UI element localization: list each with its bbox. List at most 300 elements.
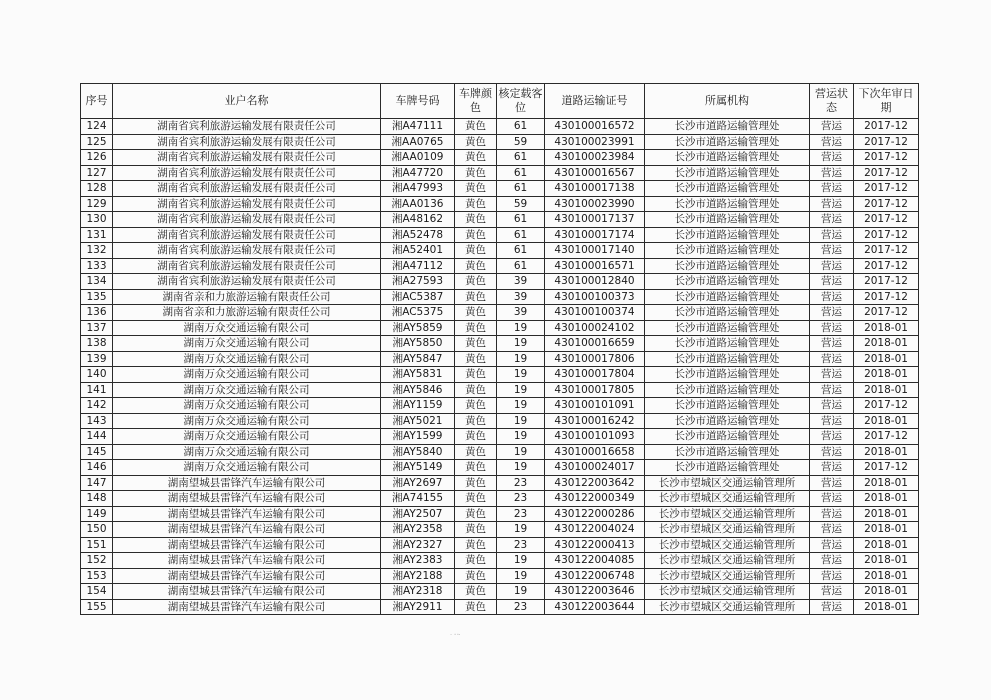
cell-color: 黄色: [455, 367, 497, 383]
cell-name: 湖南望城县雷锋汽车运输有限公司: [113, 491, 381, 507]
table-row: [81, 522, 919, 538]
cell-status: 营运: [810, 506, 854, 522]
cell-color: 黄色: [455, 522, 497, 538]
cell-plate: 湘AA0109: [381, 150, 455, 166]
table-row: [81, 382, 919, 398]
cell-name: 湖南望城县雷锋汽车运输有限公司: [113, 506, 381, 522]
cell-name: 湖南省宾利旅游运输发展有限责任公司: [113, 196, 381, 212]
table-row: [81, 460, 919, 476]
cell-color: 黄色: [455, 274, 497, 290]
cell-next-date: 2018-01: [854, 584, 919, 600]
table-row: [81, 165, 919, 181]
cell-plate: 湘AY5847: [381, 351, 455, 367]
cell-status: 营运: [810, 196, 854, 212]
cell-color: 黄色: [455, 382, 497, 398]
cell-seats: 19: [497, 584, 545, 600]
cell-next-date: 2017-12: [854, 212, 919, 228]
cell-seats: 59: [497, 134, 545, 150]
cell-org: 长沙市望城区交通运输管理所: [645, 553, 810, 569]
scan-mark: ᐧ᠂᠂ᐧ: [450, 631, 462, 639]
cell-seats: 19: [497, 460, 545, 476]
cell-seq: 140: [81, 367, 113, 383]
cell-status: 营运: [810, 537, 854, 553]
cell-status: 营运: [810, 212, 854, 228]
cell-org: 长沙市道路运输管理处: [645, 165, 810, 181]
cell-plate: 湘AY2327: [381, 537, 455, 553]
cell-status: 营运: [810, 429, 854, 445]
cell-status: 营运: [810, 460, 854, 476]
cell-name: 湖南望城县雷锋汽车运输有限公司: [113, 553, 381, 569]
table-row: [81, 429, 919, 445]
cell-name: 湖南万众交通运输有限公司: [113, 398, 381, 414]
cell-next-date: 2018-01: [854, 351, 919, 367]
cell-seq: 147: [81, 475, 113, 491]
cell-cert: 430122003644: [545, 599, 645, 615]
cell-plate: 湘A47111: [381, 119, 455, 135]
cell-seq: 148: [81, 491, 113, 507]
cell-cert: 430122004024: [545, 522, 645, 538]
table-row: [81, 367, 919, 383]
cell-seq: 126: [81, 150, 113, 166]
cell-org: 长沙市道路运输管理处: [645, 382, 810, 398]
cell-name: 湖南省亲和力旅游运输有限责任公司: [113, 305, 381, 321]
cell-status: 营运: [810, 165, 854, 181]
header-name: 业户名称: [113, 84, 381, 119]
cell-org: 长沙市道路运输管理处: [645, 212, 810, 228]
cell-cert: 430100016572: [545, 119, 645, 135]
cell-org: 长沙市望城区交通运输管理所: [645, 568, 810, 584]
cell-color: 黄色: [455, 150, 497, 166]
cell-seq: 154: [81, 584, 113, 600]
cell-seats: 19: [497, 398, 545, 414]
cell-cert: 430100017138: [545, 181, 645, 197]
cell-color: 黄色: [455, 181, 497, 197]
cell-name: 湖南万众交通运输有限公司: [113, 351, 381, 367]
cell-cert: 430100017806: [545, 351, 645, 367]
cell-plate: 湘AY5840: [381, 444, 455, 460]
cell-cert: 430100100374: [545, 305, 645, 321]
table-row: [81, 150, 919, 166]
cell-plate: 湘AY5021: [381, 413, 455, 429]
cell-cert: 430100023984: [545, 150, 645, 166]
cell-name: 湖南万众交通运输有限公司: [113, 336, 381, 352]
cell-cert: 430122006748: [545, 568, 645, 584]
cell-status: 营运: [810, 444, 854, 460]
cell-seq: 149: [81, 506, 113, 522]
cell-next-date: 2017-12: [854, 398, 919, 414]
table-row: [81, 320, 919, 336]
cell-status: 营运: [810, 119, 854, 135]
cell-plate: 湘AC5387: [381, 289, 455, 305]
cell-org: 长沙市道路运输管理处: [645, 227, 810, 243]
cell-seats: 39: [497, 305, 545, 321]
cell-status: 营运: [810, 289, 854, 305]
cell-plate: 湘AY5831: [381, 367, 455, 383]
vehicle-register-sheet: [80, 83, 918, 615]
cell-org: 长沙市道路运输管理处: [645, 444, 810, 460]
cell-name: 湖南省宾利旅游运输发展有限责任公司: [113, 119, 381, 135]
table-row: [81, 351, 919, 367]
cell-status: 营运: [810, 599, 854, 615]
cell-next-date: 2018-01: [854, 367, 919, 383]
cell-next-date: 2018-01: [854, 522, 919, 538]
cell-seats: 61: [497, 258, 545, 274]
cell-plate: 湘A48162: [381, 212, 455, 228]
cell-color: 黄色: [455, 119, 497, 135]
cell-plate: 湘AC5375: [381, 305, 455, 321]
cell-seq: 128: [81, 181, 113, 197]
table-row: [81, 134, 919, 150]
header-status: 营运状态: [810, 84, 854, 119]
cell-plate: 湘A52478: [381, 227, 455, 243]
cell-seq: 127: [81, 165, 113, 181]
header-org: 所属机构: [645, 84, 810, 119]
header-plate: 车牌号码: [381, 84, 455, 119]
cell-status: 营运: [810, 584, 854, 600]
cell-org: 长沙市道路运输管理处: [645, 274, 810, 290]
cell-seats: 19: [497, 382, 545, 398]
cell-status: 营运: [810, 382, 854, 398]
cell-org: 长沙市道路运输管理处: [645, 413, 810, 429]
cell-status: 营运: [810, 305, 854, 321]
cell-color: 黄色: [455, 475, 497, 491]
cell-seats: 23: [497, 491, 545, 507]
cell-plate: 湘AY1159: [381, 398, 455, 414]
cell-cert: 430100101091: [545, 398, 645, 414]
cell-status: 营运: [810, 367, 854, 383]
cell-next-date: 2018-01: [854, 568, 919, 584]
cell-next-date: 2018-01: [854, 382, 919, 398]
cell-cert: 430100016658: [545, 444, 645, 460]
cell-seq: 142: [81, 398, 113, 414]
table-row: [81, 289, 919, 305]
cell-org: 长沙市望城区交通运输管理所: [645, 522, 810, 538]
cell-next-date: 2018-01: [854, 444, 919, 460]
table-row: [81, 196, 919, 212]
cell-plate: 湘AY2383: [381, 553, 455, 569]
table-row: [81, 444, 919, 460]
cell-org: 长沙市道路运输管理处: [645, 351, 810, 367]
cell-seats: 23: [497, 506, 545, 522]
cell-color: 黄色: [455, 491, 497, 507]
cell-org: 长沙市道路运输管理处: [645, 367, 810, 383]
cell-seq: 134: [81, 274, 113, 290]
table-row: [81, 336, 919, 352]
cell-color: 黄色: [455, 537, 497, 553]
cell-next-date: 2018-01: [854, 320, 919, 336]
cell-seq: 132: [81, 243, 113, 259]
cell-plate: 湘A47993: [381, 181, 455, 197]
cell-color: 黄色: [455, 258, 497, 274]
cell-org: 长沙市道路运输管理处: [645, 398, 810, 414]
table-row: [81, 243, 919, 259]
vehicle-register-table: [80, 83, 919, 615]
cell-org: 长沙市道路运输管理处: [645, 336, 810, 352]
header-seq: 序号: [81, 84, 113, 119]
cell-seq: 155: [81, 599, 113, 615]
cell-seq: 124: [81, 119, 113, 135]
cell-name: 湖南望城县雷锋汽车运输有限公司: [113, 599, 381, 615]
cell-seats: 19: [497, 413, 545, 429]
cell-color: 黄色: [455, 429, 497, 445]
cell-status: 营运: [810, 522, 854, 538]
table-row: [81, 119, 919, 135]
cell-status: 营运: [810, 568, 854, 584]
cell-plate: 湘AY5850: [381, 336, 455, 352]
header-color: 车牌颜色: [455, 84, 497, 119]
cell-cert: 430100017174: [545, 227, 645, 243]
cell-plate: 湘AY2318: [381, 584, 455, 600]
cell-org: 长沙市望城区交通运输管理所: [645, 506, 810, 522]
cell-next-date: 2018-01: [854, 336, 919, 352]
cell-name: 湖南省宾利旅游运输发展有限责任公司: [113, 181, 381, 197]
table-row: [81, 584, 919, 600]
table-row: [81, 491, 919, 507]
cell-plate: 湘AA0765: [381, 134, 455, 150]
cell-plate: 湘AY2911: [381, 599, 455, 615]
cell-status: 营运: [810, 274, 854, 290]
table-row: [81, 599, 919, 615]
cell-seq: 136: [81, 305, 113, 321]
cell-seats: 61: [497, 119, 545, 135]
cell-color: 黄色: [455, 320, 497, 336]
cell-plate: 湘AA0136: [381, 196, 455, 212]
cell-color: 黄色: [455, 553, 497, 569]
cell-name: 湖南万众交通运输有限公司: [113, 460, 381, 476]
cell-color: 黄色: [455, 165, 497, 181]
cell-seats: 61: [497, 150, 545, 166]
header-cert: 道路运输证号: [545, 84, 645, 119]
cell-plate: 湘A52401: [381, 243, 455, 259]
cell-seats: 19: [497, 320, 545, 336]
table-row: [81, 553, 919, 569]
cell-status: 营运: [810, 491, 854, 507]
cell-color: 黄色: [455, 212, 497, 228]
cell-color: 黄色: [455, 506, 497, 522]
cell-cert: 430100017804: [545, 367, 645, 383]
cell-cert: 430100017140: [545, 243, 645, 259]
cell-seq: 139: [81, 351, 113, 367]
cell-status: 营运: [810, 413, 854, 429]
table-row: [81, 475, 919, 491]
cell-name: 湖南省宾利旅游运输发展有限责任公司: [113, 134, 381, 150]
cell-color: 黄色: [455, 134, 497, 150]
cell-status: 营运: [810, 336, 854, 352]
cell-name: 湖南省亲和力旅游运输有限责任公司: [113, 289, 381, 305]
cell-plate: 湘AY5149: [381, 460, 455, 476]
cell-seq: 150: [81, 522, 113, 538]
cell-cert: 430122003646: [545, 584, 645, 600]
cell-org: 长沙市望城区交通运输管理所: [645, 475, 810, 491]
cell-next-date: 2018-01: [854, 506, 919, 522]
cell-color: 黄色: [455, 584, 497, 600]
cell-plate: 湘AY2697: [381, 475, 455, 491]
cell-name: 湖南万众交通运输有限公司: [113, 367, 381, 383]
cell-seq: 129: [81, 196, 113, 212]
cell-seats: 61: [497, 165, 545, 181]
cell-status: 营运: [810, 258, 854, 274]
cell-name: 湖南望城县雷锋汽车运输有限公司: [113, 475, 381, 491]
table-row: [81, 537, 919, 553]
cell-org: 长沙市道路运输管理处: [645, 134, 810, 150]
cell-name: 湖南省宾利旅游运输发展有限责任公司: [113, 150, 381, 166]
cell-next-date: 2017-12: [854, 460, 919, 476]
cell-seats: 61: [497, 212, 545, 228]
cell-next-date: 2017-12: [854, 274, 919, 290]
cell-next-date: 2018-01: [854, 599, 919, 615]
cell-color: 黄色: [455, 227, 497, 243]
cell-status: 营运: [810, 181, 854, 197]
cell-plate: 湘AY2358: [381, 522, 455, 538]
cell-cert: 430100017805: [545, 382, 645, 398]
cell-next-date: 2017-12: [854, 289, 919, 305]
cell-status: 营运: [810, 134, 854, 150]
cell-cert: 430100016571: [545, 258, 645, 274]
cell-cert: 430122000286: [545, 506, 645, 522]
cell-next-date: 2017-12: [854, 305, 919, 321]
cell-color: 黄色: [455, 599, 497, 615]
cell-cert: 430100012840: [545, 274, 645, 290]
cell-seats: 19: [497, 444, 545, 460]
cell-org: 长沙市望城区交通运输管理所: [645, 537, 810, 553]
cell-seats: 19: [497, 568, 545, 584]
cell-status: 营运: [810, 243, 854, 259]
cell-cert: 430100100373: [545, 289, 645, 305]
cell-seq: 144: [81, 429, 113, 445]
cell-color: 黄色: [455, 413, 497, 429]
cell-seats: 61: [497, 227, 545, 243]
table-row: [81, 258, 919, 274]
cell-seats: 19: [497, 367, 545, 383]
cell-plate: 湘A74155: [381, 491, 455, 507]
cell-seq: 145: [81, 444, 113, 460]
cell-name: 湖南万众交通运输有限公司: [113, 413, 381, 429]
table-body: [81, 119, 919, 615]
cell-status: 营运: [810, 351, 854, 367]
cell-plate: 湘AY2188: [381, 568, 455, 584]
cell-name: 湖南省宾利旅游运输发展有限责任公司: [113, 274, 381, 290]
cell-plate: 湘A27593: [381, 274, 455, 290]
cell-org: 长沙市道路运输管理处: [645, 181, 810, 197]
cell-seq: 125: [81, 134, 113, 150]
header-seats: 核定载客位: [497, 84, 545, 119]
table-row: [81, 568, 919, 584]
cell-cert: 430100024102: [545, 320, 645, 336]
cell-name: 湖南省宾利旅游运输发展有限责任公司: [113, 243, 381, 259]
cell-seats: 23: [497, 537, 545, 553]
cell-org: 长沙市道路运输管理处: [645, 119, 810, 135]
cell-cert: 430100016567: [545, 165, 645, 181]
cell-cert: 430100023991: [545, 134, 645, 150]
cell-cert: 430100023990: [545, 196, 645, 212]
cell-color: 黄色: [455, 460, 497, 476]
cell-cert: 430122004085: [545, 553, 645, 569]
cell-status: 营运: [810, 475, 854, 491]
cell-seq: 152: [81, 553, 113, 569]
cell-status: 营运: [810, 398, 854, 414]
cell-cert: 430100016659: [545, 336, 645, 352]
cell-seats: 39: [497, 274, 545, 290]
table-row: [81, 506, 919, 522]
cell-org: 长沙市望城区交通运输管理所: [645, 584, 810, 600]
table-row: [81, 413, 919, 429]
cell-status: 营运: [810, 227, 854, 243]
cell-seq: 131: [81, 227, 113, 243]
cell-seats: 23: [497, 475, 545, 491]
cell-org: 长沙市道路运输管理处: [645, 305, 810, 321]
table-row: [81, 305, 919, 321]
cell-next-date: 2018-01: [854, 537, 919, 553]
cell-next-date: 2017-12: [854, 119, 919, 135]
cell-cert: 430122000413: [545, 537, 645, 553]
cell-color: 黄色: [455, 243, 497, 259]
cell-seats: 19: [497, 429, 545, 445]
cell-name: 湖南望城县雷锋汽车运输有限公司: [113, 584, 381, 600]
cell-next-date: 2018-01: [854, 413, 919, 429]
cell-plate: 湘A47112: [381, 258, 455, 274]
table-row: [81, 181, 919, 197]
cell-seats: 61: [497, 181, 545, 197]
cell-plate: 湘A47720: [381, 165, 455, 181]
cell-plate: 湘AY5846: [381, 382, 455, 398]
cell-next-date: 2017-12: [854, 196, 919, 212]
cell-next-date: 2017-12: [854, 429, 919, 445]
cell-seats: 39: [497, 289, 545, 305]
cell-next-date: 2018-01: [854, 491, 919, 507]
cell-seq: 141: [81, 382, 113, 398]
header-next-date: 下次年审日期: [854, 84, 919, 119]
cell-status: 营运: [810, 320, 854, 336]
cell-seq: 133: [81, 258, 113, 274]
cell-next-date: 2018-01: [854, 553, 919, 569]
table-row: [81, 274, 919, 290]
cell-name: 湖南望城县雷锋汽车运输有限公司: [113, 568, 381, 584]
cell-cert: 430100017137: [545, 212, 645, 228]
cell-cert: 430122003642: [545, 475, 645, 491]
cell-org: 长沙市望城区交通运输管理所: [645, 491, 810, 507]
cell-name: 湖南省宾利旅游运输发展有限责任公司: [113, 165, 381, 181]
cell-org: 长沙市道路运输管理处: [645, 196, 810, 212]
cell-name: 湖南万众交通运输有限公司: [113, 320, 381, 336]
cell-plate: 湘AY2507: [381, 506, 455, 522]
cell-org: 长沙市道路运输管理处: [645, 243, 810, 259]
cell-seats: 19: [497, 351, 545, 367]
cell-seats: 19: [497, 553, 545, 569]
cell-org: 长沙市道路运输管理处: [645, 150, 810, 166]
cell-seats: 19: [497, 522, 545, 538]
cell-name: 湖南望城县雷锋汽车运输有限公司: [113, 522, 381, 538]
cell-next-date: 2017-12: [854, 165, 919, 181]
cell-seq: 138: [81, 336, 113, 352]
table-row: [81, 398, 919, 414]
cell-color: 黄色: [455, 398, 497, 414]
cell-color: 黄色: [455, 568, 497, 584]
cell-next-date: 2017-12: [854, 134, 919, 150]
cell-org: 长沙市道路运输管理处: [645, 429, 810, 445]
cell-plate: 湘AY5859: [381, 320, 455, 336]
cell-seq: 153: [81, 568, 113, 584]
cell-name: 湖南望城县雷锋汽车运输有限公司: [113, 537, 381, 553]
cell-color: 黄色: [455, 305, 497, 321]
cell-name: 湖南省宾利旅游运输发展有限责任公司: [113, 212, 381, 228]
cell-seq: 143: [81, 413, 113, 429]
cell-org: 长沙市道路运输管理处: [645, 258, 810, 274]
cell-color: 黄色: [455, 336, 497, 352]
table-row: [81, 212, 919, 228]
cell-color: 黄色: [455, 351, 497, 367]
cell-status: 营运: [810, 553, 854, 569]
cell-seq: 137: [81, 320, 113, 336]
